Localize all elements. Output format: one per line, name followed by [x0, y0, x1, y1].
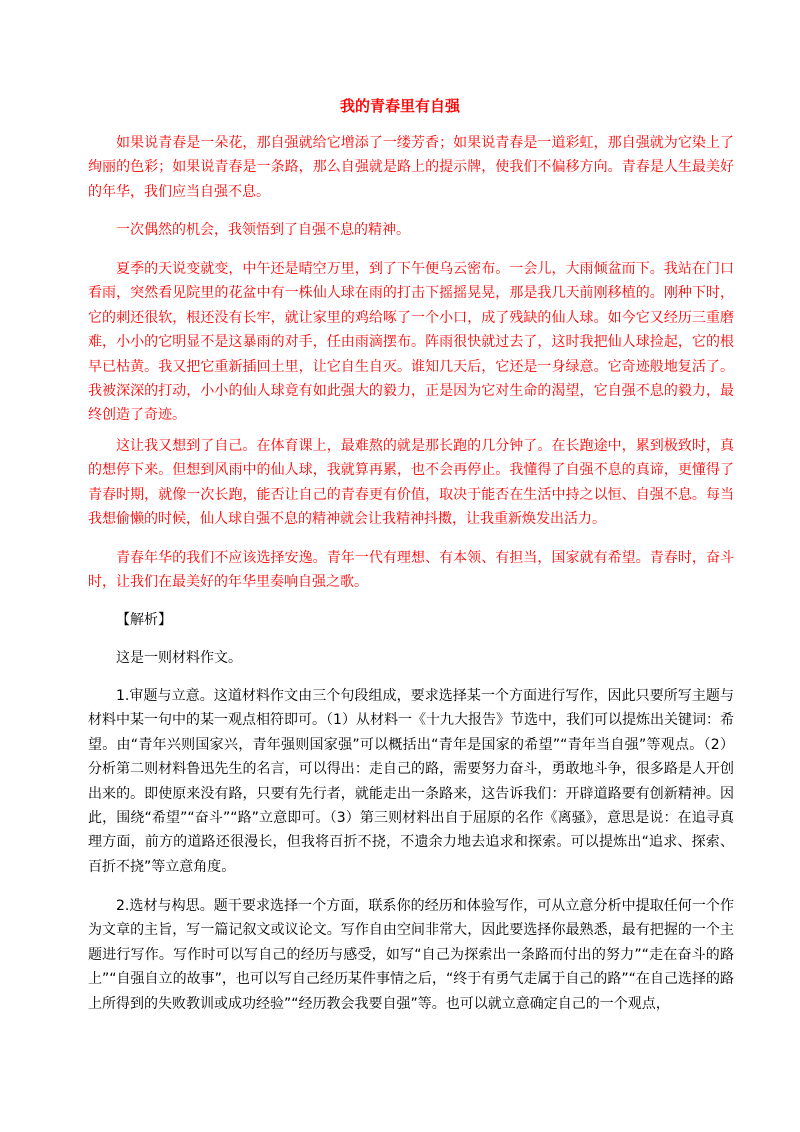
essay-paragraph-2: 一次偶然的机会，我领悟到了自强不息的精神。 [116, 222, 410, 238]
essay-paragraph-4: 这让我又想到了自己。在体育课上，最难熬的就是那长跑的几分钟了。在长跑途中，累到极致时，真的想停下来。但想到风雨中的仙人球，我就算再累，也不会再停止。我懂得了自强不息的真谛，更懂得了青春时期，就像一次长跑，能否让自己的青春更有价值，取决于能否在生活中持之以恒、自强不息。每当我想偷懒的时候，仙人球自强不息的精神就会让我精神抖擞，让我重新焕发出活力。 [88, 438, 734, 528]
analysis-label: 【解析】 [116, 612, 172, 628]
essay-paragraph-5: 青春年华的我们不应该选择安逸。青年一代有理想、有本领、有担当，国家就有希望。青春时，奋斗时，让我们在最美好的年华里奏响自强之歌。 [88, 550, 734, 591]
analysis-paragraph-1: 1.审题与立意。这道材料作文由三个句段组成，要求选择某一个方面进行写作，因此只要所写主题与材料中某一句中的某一观点相符即可。（1）从材料一《十九大报告》节选中，我们可以提炼出关键词：希望。由“青年兴则国家兴，青年强则国家强”可以概括出“青年是国家的希望”“青年当自强”等观点。（2）分析第二则材料鲁迅先生的名言，可以得出：走自己的路，需要努力奋斗，勇敢地斗争，很多路是人开创出来的。即使原来没有路，只要有先行者，就能走出一条路来，这告诉我们：开辟道路要有创新精神。因此，围绕“希望”“奋斗”“路”立意即可。（3）第三则材料出自于屈原的名作《离骚》，意思是说：在追寻真理方面，前方的道路还很漫长，但我将百折不挠，不遗余力地去追求和探索。可以提炼出“追求、探索、百折不挠”等立意角度。 [88, 688, 734, 875]
analysis-paragraph-2: 2.选材与构思。题干要求选择一个方面，联系你的经历和体验写作，可从立意分析中提取任何一个作为文章的主旨，写一篇记叙文或议论文。写作自由空间非常大，因此要选择你最熟悉，最有把握的一个主题进行写作。写作时可以写自己的经历与感受，如写“自己为探索出一条路而付出的努力”“走在奋斗的路上”“自强自立的故事”，也可以写自己经历某件事情之后，“终于有勇气走属于自己的路”“在自己选择的路上所得到的失败教训或成功经验”“经历教会我要自强”等。也可以就立意确定自己的一个观点， [88, 898, 734, 1012]
essay-paragraph-3: 夏季的天说变就变，中午还是晴空万里，到了下午便乌云密布。一会儿，大雨倾盆而下。我站在门口看雨，突然看见院里的花盆中有一株仙人球在雨的打击下摇摇晃晃，那是我几天前刚移植的。刚种下时，它的刺还很软，根还没有长牢，就让家里的鸡给啄了一个小口，成了残缺的仙人球。如今它又经历三重磨难，小小的它明显不是这暴雨的对手，任由雨滴摆布。阵雨很快就过去了，这时我把仙人球捡起，它的根早已枯黄。我又把它重新插回土里，让它自生自灭。谁知几天后，它还是一身绿意。它奇迹般地复活了。我被深深的打动，小小的仙人球竟有如此强大的毅力，正是因为它对生命的渴望，它自强不息的毅力，最终创造了奇迹。 [88, 261, 734, 424]
essay-title: 我的青春里有自强 [339, 97, 460, 115]
essay-paragraph-1: 如果说青春是一朵花，那自强就给它增添了一缕芳香；如果说青春是一道彩虹，那自强就为它染上了绚丽的色彩；如果说青春是一条路，那么自强就是路上的提示牌，使我们不偏移方向。青春是人生最美好的年华，我们应当自强不息。 [88, 135, 734, 200]
analysis-paragraph-intro: 这是一则材料作文。 [116, 650, 242, 666]
